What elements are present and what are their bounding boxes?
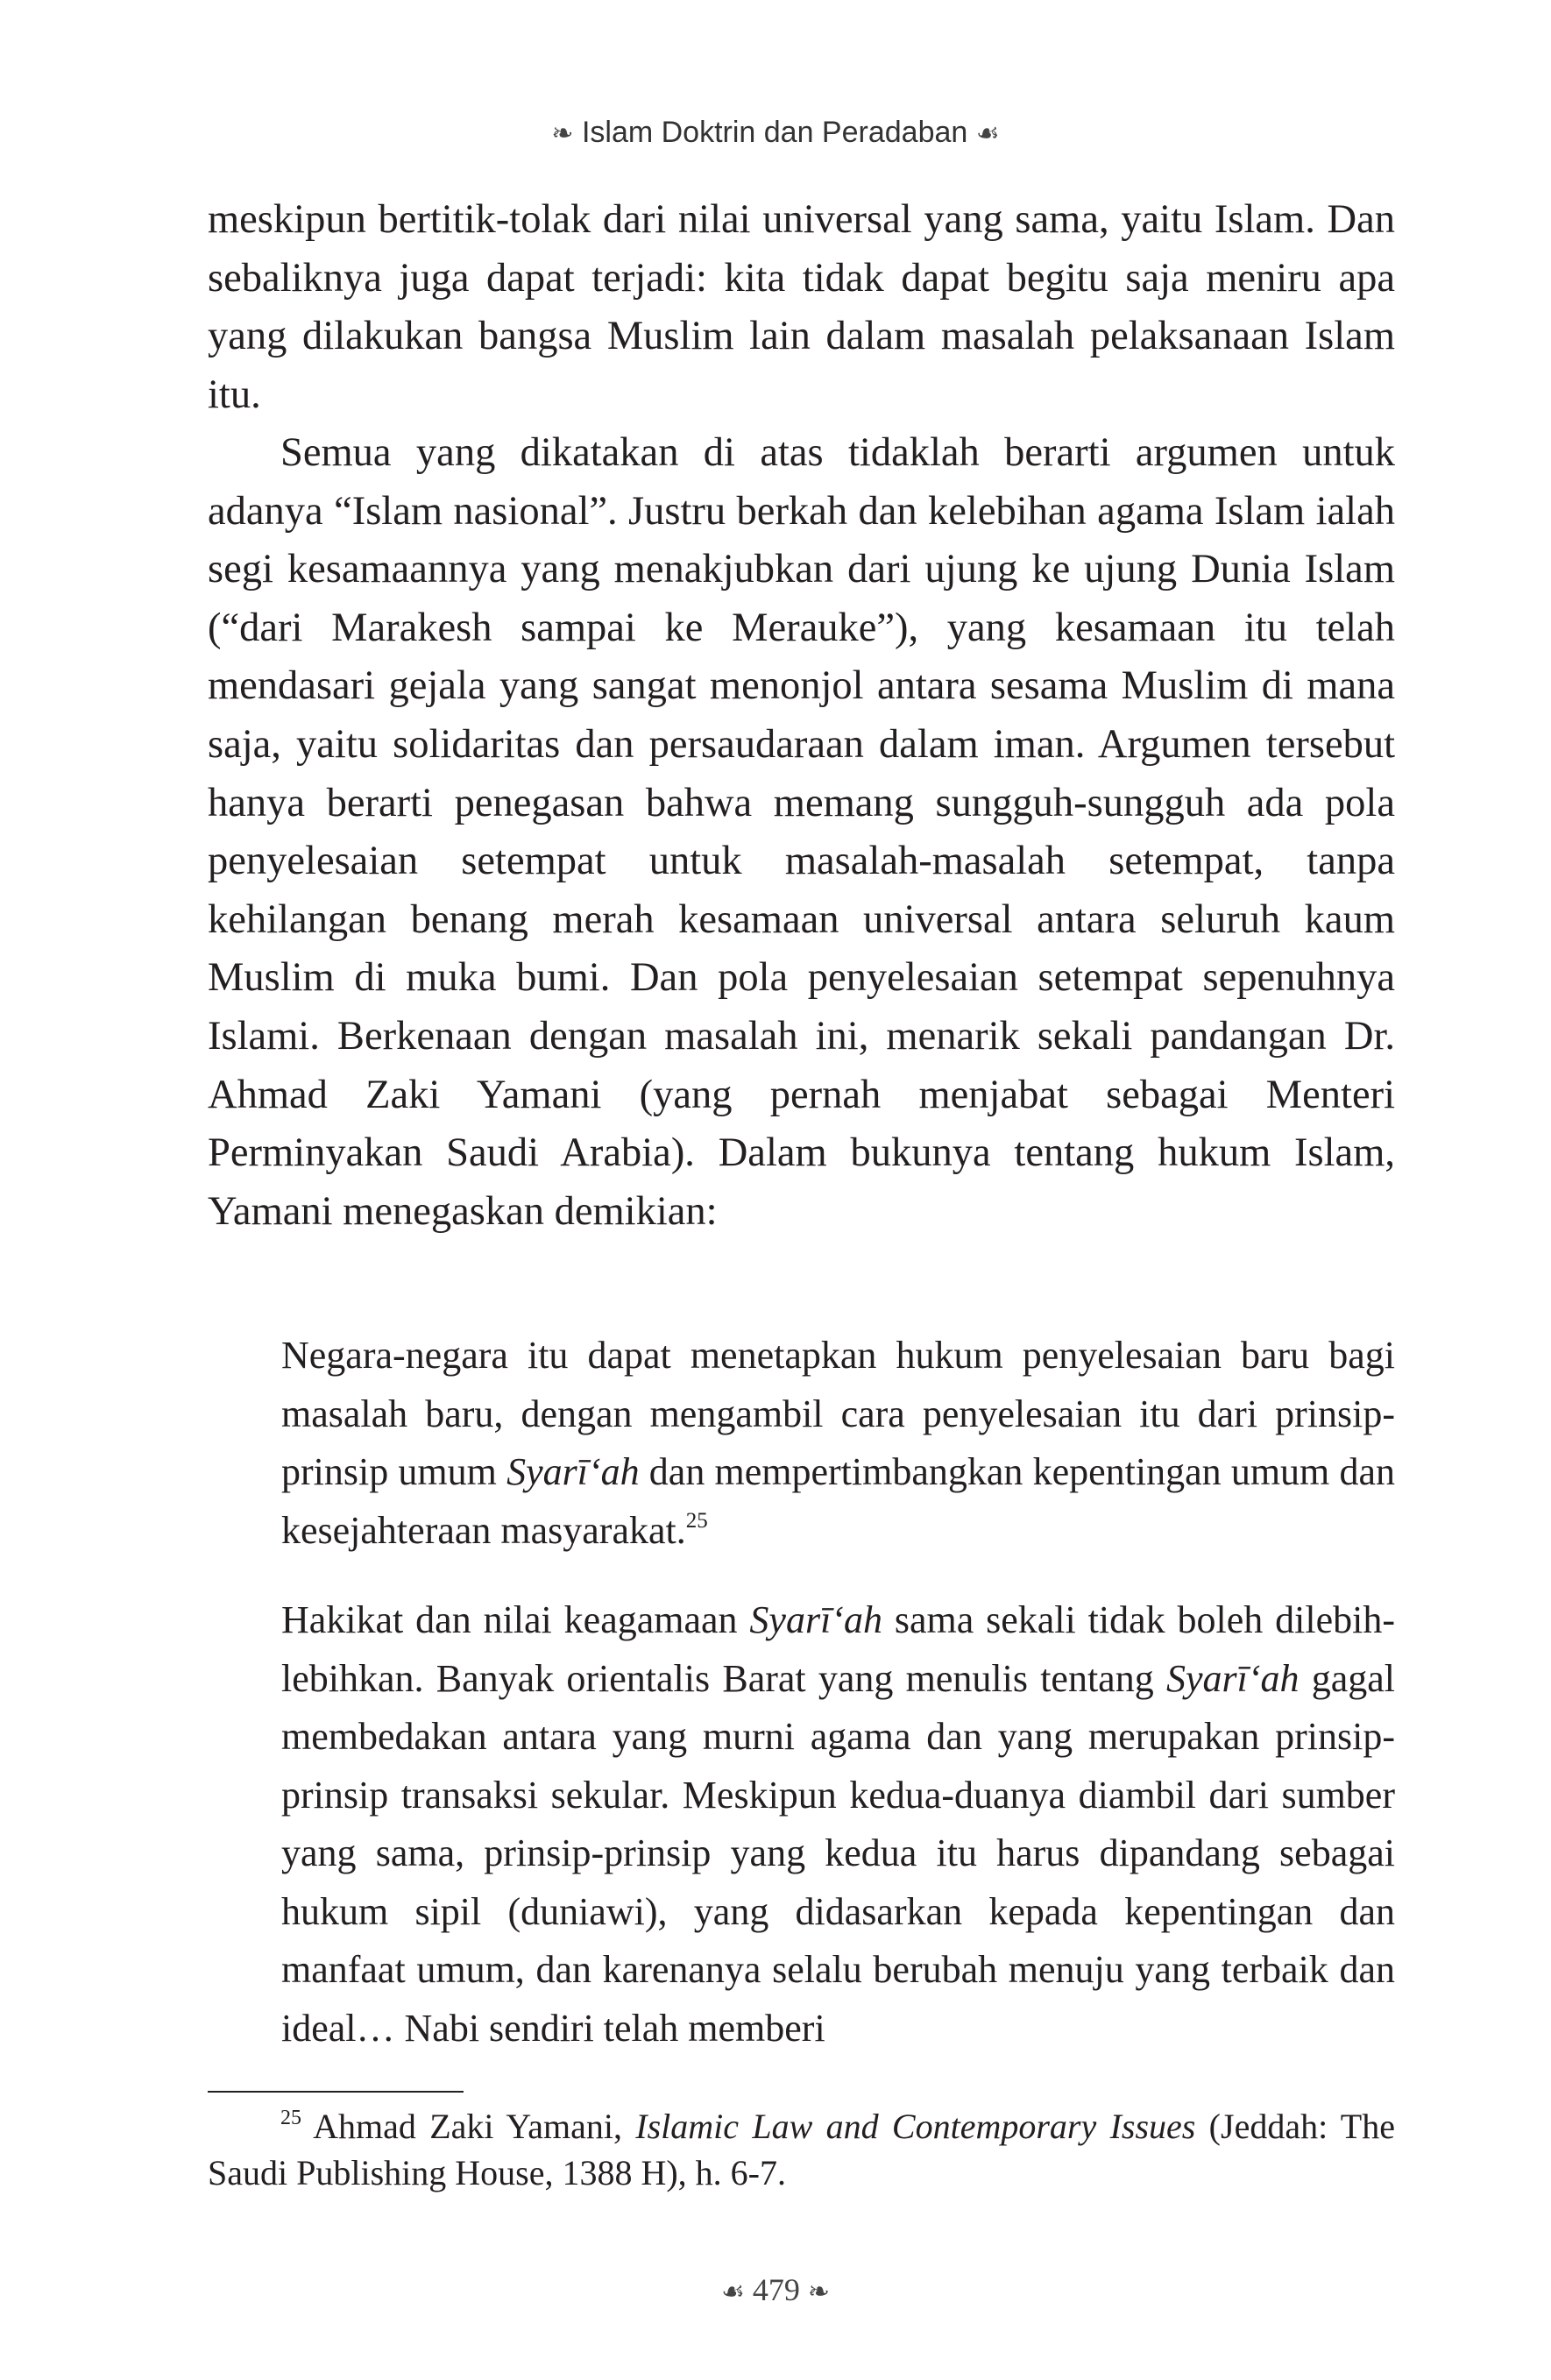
footnote-text-1: Ahmad Zaki Yamani, — [301, 2107, 636, 2146]
fleuron-right-icon: ❧ — [807, 2277, 831, 2307]
running-header-title: Islam Doktrin dan Peradaban — [581, 116, 968, 149]
block-quote-2 — [281, 1591, 1395, 2058]
quote2-italic-term-1: Syarī‘ah — [749, 1598, 882, 1641]
running-header — [0, 116, 1551, 150]
body-paragraph-1: meskipun bertitik-tolak dari nilai universal yang sama, yaitu Islam. Dan sebaliknya juga dapat terjadi: kita tidak dapat begitu saja meniru apa yang dilakukan bangsa Muslim lain dalam masalah pelaksanaan Islam itu. — [208, 197, 1395, 417]
quote1-text-1: Negara-negara itu dapat menetapkan hukum penyelesaian baru bagi masalah baru, dengan mengambil cara penyelesaian itu dari prinsip-prinsip umum — [281, 1334, 1395, 1493]
footnote-reference-25: 25 — [685, 1508, 708, 1533]
footnote-25 — [208, 2103, 1395, 2196]
footnote-book-title: Islamic Law and Contemporary Issues — [635, 2107, 1196, 2146]
quote2-text-1: Hakikat dan nilai keagamaan — [281, 1598, 750, 1641]
quote2-text-2: sama sekali tidak boleh dilebih-lebihkan. Banyak orientalis Barat yang menulis tentang — [281, 1598, 1395, 1700]
quote2-text-3: gagal membedakan antara yang murni agama dan yang merupakan prinsip-prinsip transaksi sekular. Meskipun kedua-duanya diambil dari sumber yang sama, prinsip-prinsip yang kedua itu harus dipandang sebagai hukum sipil (duniawi), yang didasarkan kepada kepentingan dan manfaat umum, dan karenanya selalu berubah menuju yang terbaik dan ideal… Nabi sendiri telah memberi — [281, 1656, 1395, 2050]
fleuron-left-icon: ❧ — [551, 118, 574, 149]
footnote-text-2: (Jeddah: The Saudi Publishing House, 1388 H), h. 6-7. — [208, 2107, 1395, 2192]
page-folio — [0, 2271, 1551, 2308]
quote1-italic-term: Syarī‘ah — [506, 1450, 640, 1493]
footnote-number: 25 — [280, 2107, 301, 2129]
footnote-divider — [208, 2091, 464, 2093]
quote1-text-2: dan mempertimbangkan kepentingan umum dan kesejahteraan masyarakat. — [281, 1450, 1395, 1552]
quote2-italic-term-2: Syarī‘ah — [1165, 1656, 1300, 1700]
page-number: 479 — [752, 2272, 800, 2307]
body-paragraph-2: Semua yang dikatakan di atas tidaklah berarti argumen untuk adanya “Islam nasional”. Justru berkah dan kelebihan agama Islam ialah segi kesamaannya yang menakjubkan dari ujung ke ujung Dunia Islam (“dari Marakesh sampai ke Merauke”), yang kesamaan itu telah mendasari gejala yang sangat menonjol antara sesama Muslim di mana saja, yaitu solidaritas dan persaudaraan dalam iman. Argumen tersebut hanya berarti penegasan bahwa memang sungguh-sungguh ada pola penyelesaian setempat untuk masalah-masalah setempat, tanpa kehilangan benang merah kesamaan universal antara seluruh kaum Muslim di muka bumi. Dan pola penyelesaian setempat sepenuhnya Islami. Berkenaan dengan masalah ini, menarik sekali pandangan Dr. Ahmad Zaki Yamani (yang pernah menjabat sebagai Menteri Perminyakan Saudi Arabia). Dalam bukunya tentang hukum Islam, Yamani menegaskan demikian: — [208, 430, 1395, 1234]
fleuron-left-icon: ☙ — [720, 2277, 745, 2307]
block-quote-1 — [281, 1327, 1395, 1560]
fleuron-right-icon: ☙ — [975, 118, 1000, 149]
